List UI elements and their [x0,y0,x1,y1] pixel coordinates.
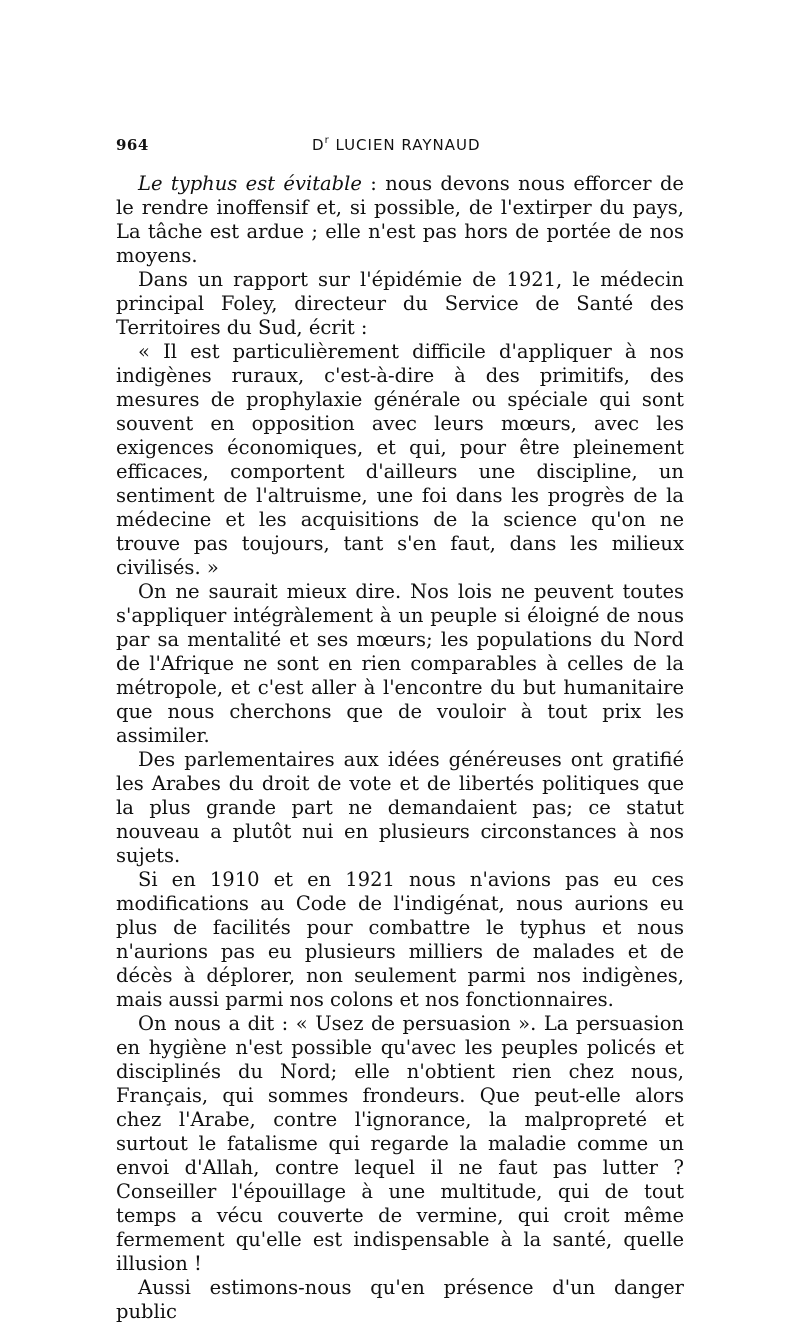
paragraph: On nous a dit : « Usez de persuasion ». La persuasion en hygiène n'est possible qu'avec les peuples policés et disciplinés du Nord; elle n'obtient rien chez nous, Français, qui sommes frondeurs. Que peut-elle alors chez l'Arabe, contre l'ignorance, la malpropreté et surtout le fatalisme qui regarde la maladie comme un envoi d'Allah, contre lequel il ne faut pas lutter ? Conseiller l'épouillage à une multitude, qui de tout temps a vécu couverte de vermine, qui croit même fermement qu'elle est indispensable à la santé, quelle illusion ! [116,1012,684,1275]
page-number: 964 [116,136,149,154]
author-prefix-superscript: r [324,135,330,146]
author-name: LUCIEN RAYNAUD [329,136,481,154]
paragraph: Dans un rapport sur l'épidémie de 1921, le médecin principal Foley, directeur du Service de Santé des Territoires du Sud, écrit : [116,268,684,339]
paragraph: On ne saurait mieux dire. Nos lois ne peuvent toutes s'appliquer intégràlement à un peuple si éloigné de nous par sa mentalité et ses mœurs; les populations du Nord de l'Afrique ne sont en rien comparables à celles de la métropole, et c'est aller à l'encontre du but humanitaire que nous cherchons que de vouloir à tout prix les assimiler. [116,580,684,747]
page-header [116,136,684,158]
paragraph: Si en 1910 et en 1921 nous n'avions pas eu ces modifications au Code de l'indigénat, nous aurions eu plus de facilités pour combattre le typhus et nous n'aurions pas eu plusieurs milliers de malades et de décès à déplorer, non seulement parmi nos indigènes, mais aussi parmi nos colons et nos fonctionnaires. [116,868,684,1011]
body-text [116,172,684,1324]
paragraph [116,172,684,268]
quotation-paragraph: « Il est particulièrement difficile d'appliquer à nos indigènes ruraux, c'est-à-dire à des primitifs, des mesures de prophylaxie générale ou spéciale qui sont souvent en opposition avec leurs mœurs, avec les exigences économiques, et qui, pour être pleinement efficaces, comportent d'ailleurs une discipline, un sentiment de l'altruisme, une foi dans les progrès de la médecine et les acquisitions de la science qu'on ne trouve pas toujours, tant s'en faut, dans les milieux civilisés. » [116,340,684,579]
paragraph: Aussi estimons-nous qu'en présence d'un danger public [116,1276,684,1323]
paragraph-text: : nous devons nous efforcer de le rendre inoffensif et, si possible, de l'extirper du pays, La tâche est ardue ; elle n'est pas hors de portée de nos moyens. [116,172,684,267]
author-prefix: D [312,136,325,154]
running-title [312,136,481,154]
paragraph: Des parlementaires aux idées généreuses ont gratifié les Arabes du droit de vote et de libertés politiques que la plus grande part ne demandaient pas; ce statut nouveau a plutôt nui en plusieurs circonstances à nos sujets. [116,748,684,867]
italic-lead: Le typhus est évitable [138,172,362,195]
